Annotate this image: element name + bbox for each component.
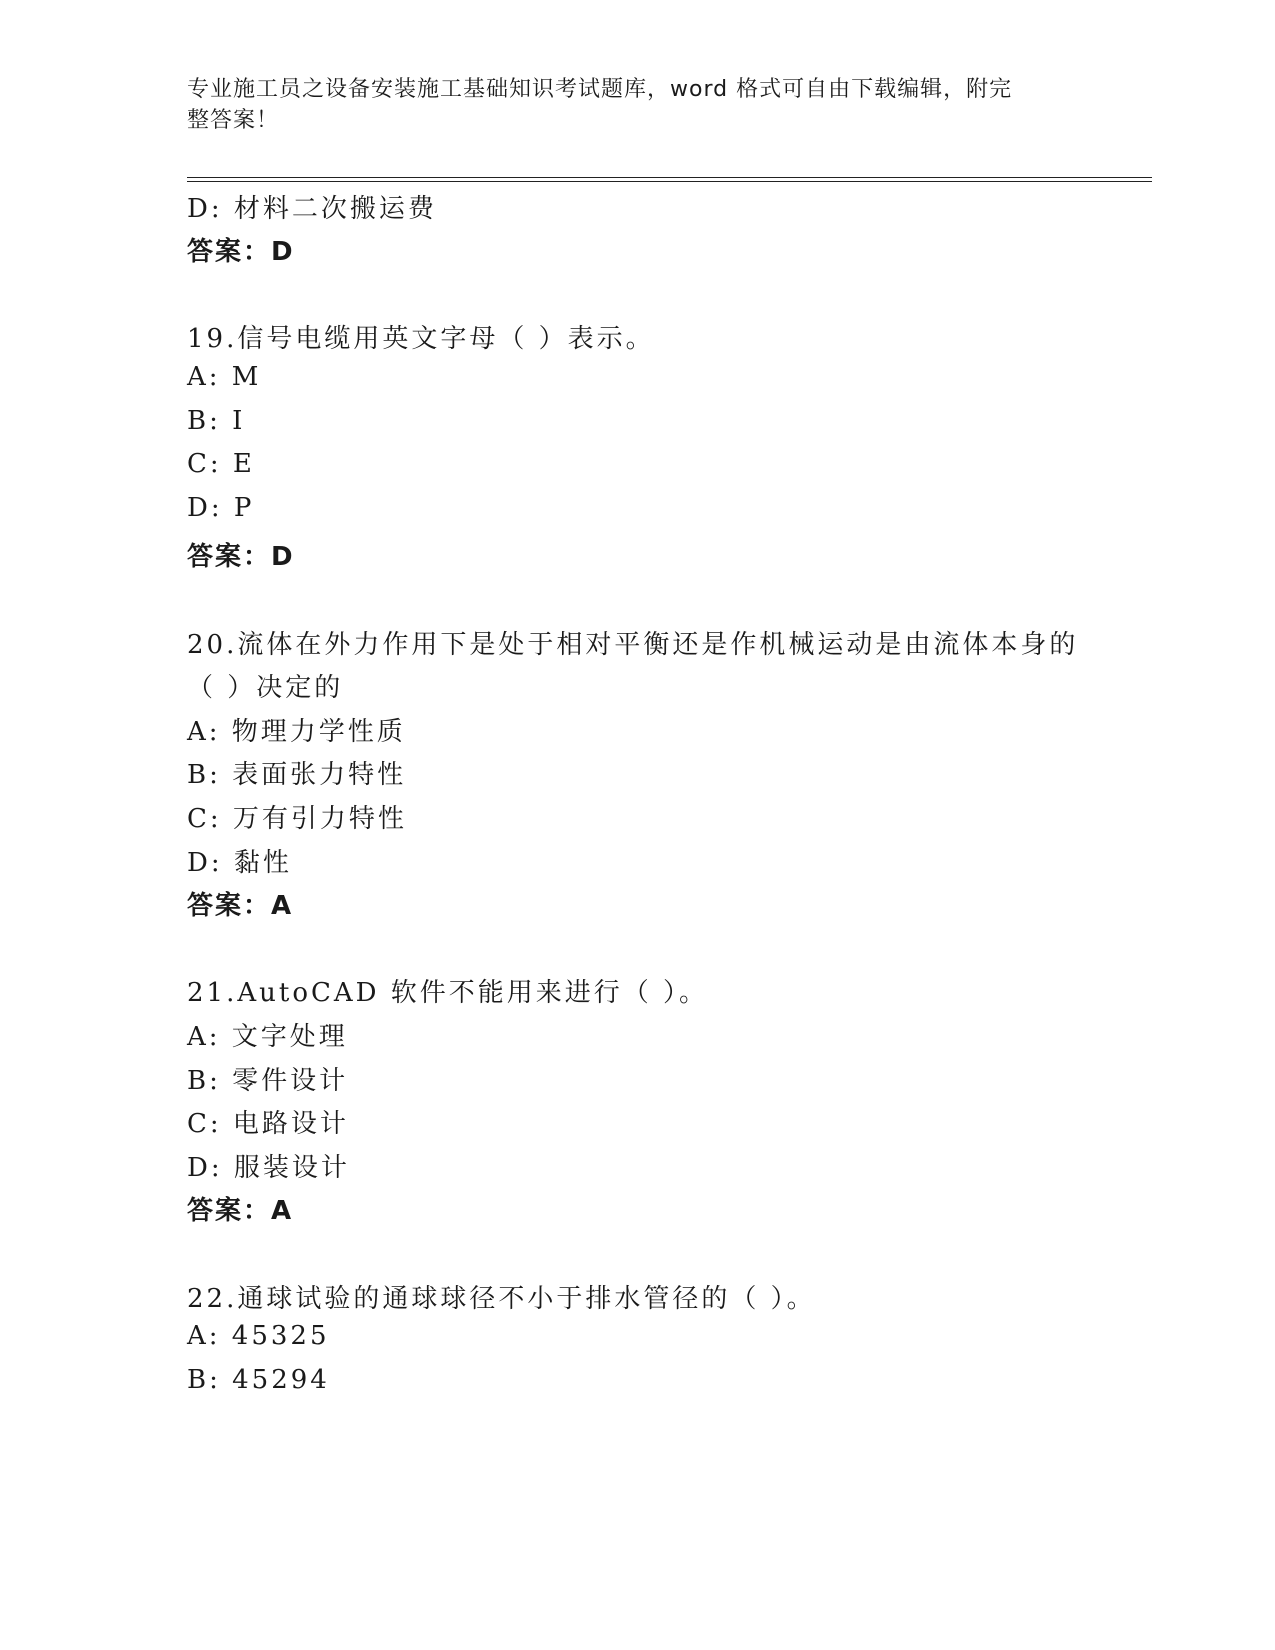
q19-option-d: D: P [187, 493, 255, 523]
q21-answer: 答案：A [187, 1196, 294, 1226]
q21-option-c: C: 电路设计 [187, 1109, 349, 1139]
q21-option-a: A: 文字处理 [187, 1022, 348, 1052]
q19-option-b: B: I [187, 406, 246, 436]
q20-option-b: B: 表面张力特性 [187, 760, 407, 790]
header-divider-bottom [187, 181, 1152, 182]
document-header [187, 74, 1087, 136]
header-line-1: 专业施工员之设备安装施工基础知识考试题库，word 格式可自由下载编辑，附完 [187, 77, 1013, 102]
q22-stem: 22.通球试验的通球球径不小于排水管径的（ ）。 [187, 1284, 816, 1314]
q20-option-c: C: 万有引力特性 [187, 804, 407, 834]
q21-option-b: B: 零件设计 [187, 1066, 349, 1096]
q20-answer: 答案：A [187, 891, 294, 921]
q22-option-a: A: 45325 [187, 1321, 330, 1351]
prev-option-d: D: 材料二次搬运费 [187, 194, 437, 224]
q19-option-c: C: E [187, 449, 255, 479]
header-divider-top [187, 177, 1152, 178]
q21-option-d: D: 服装设计 [187, 1153, 350, 1183]
prev-answer: 答案：D [187, 237, 295, 267]
q19-answer: 答案：D [187, 542, 295, 572]
q20-stem-line-2: （ ）决定的 [187, 673, 344, 703]
q21-stem: 21.AutoCAD 软件不能用来进行（ ）。 [187, 978, 709, 1008]
q22-option-b: B: 45294 [187, 1365, 330, 1395]
q20-option-a: A: 物理力学性质 [187, 717, 406, 747]
q20-option-d: D: 黏性 [187, 848, 292, 878]
q19-stem: 19.信号电缆用英文字母（ ）表示。 [187, 324, 655, 354]
q20-stem-line-1: 20.流体在外力作用下是处于相对平衡还是作机械运动是由流体本身的 [187, 630, 1079, 660]
q19-option-a: A: M [187, 362, 262, 392]
header-line-2: 整答案！ [187, 108, 280, 133]
